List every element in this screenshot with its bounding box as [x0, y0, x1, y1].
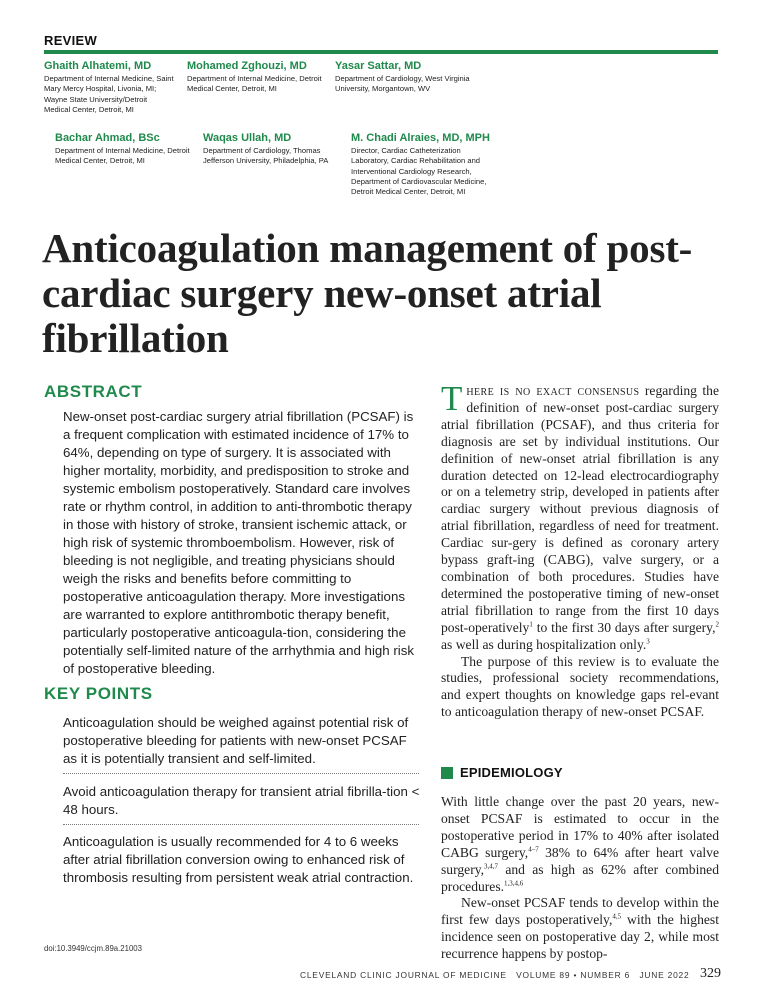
- body-paragraph: The purpose of this review is to evaluate the studies, professional society recommendations, and expert thoughts on knowledge gaps rel-evant to anticoagulation therapy of new-onset PCSAF.: [441, 653, 719, 720]
- key-point-divider: [63, 773, 419, 774]
- author-affiliation: Department of Cardiology, West Virginia University, Morgantown, WV: [335, 74, 470, 94]
- author-1: [44, 60, 174, 115]
- body-text: New-onset PCSAF tends to develop within the first few days postoperatively,: [441, 895, 719, 928]
- author-affiliation: Department of Internal Medicine, Detroit Medical Center, Detroit, MI: [187, 74, 322, 94]
- issue-date: JUNE 2022: [639, 970, 690, 980]
- author-name: Waqas Ullah, MD: [203, 132, 292, 144]
- journal-name: CLEVELAND CLINIC JOURNAL OF MEDICINE: [300, 970, 507, 980]
- citation: 4–7: [528, 845, 539, 854]
- key-point: Avoid anticoagulation therapy for transient atrial fibrilla-tion < 48 hours.: [63, 784, 420, 817]
- author-name: M. Chadi Alraies, MD, MPH: [351, 132, 490, 144]
- body-epidemiology: [441, 794, 719, 963]
- body-paragraph: [441, 895, 719, 963]
- body-intro: [441, 379, 719, 721]
- author-4: [55, 132, 190, 167]
- citation: 4,5: [612, 912, 622, 921]
- author-name: Mohamed Zghouzi, MD: [187, 60, 307, 72]
- key-point: Anticoagulation is usually recommended for 4 to 6 weeks after atrial fibrillation conversion owing to enhanced risk of thrombosis resulting from persistent weak atrial contraction.: [63, 834, 414, 885]
- body-text: with the highest incidence seen on postoperative day 2, while most recurrence happens by postop-: [441, 912, 719, 962]
- body-text: as well as during hospitalization only.: [441, 636, 647, 652]
- header-rule: [44, 50, 718, 54]
- issue-number: NUMBER 6: [580, 970, 631, 980]
- doi: doi:10.3949/ccjm.89a.21003: [44, 944, 142, 953]
- citation: 1,3,4,6: [504, 879, 524, 887]
- author-affiliation: Department of Internal Medicine, Saint Mary Mercy Hospital, Livonia, MI; Wayne State University/Detroit Medical Center, Detroit, MI: [44, 74, 174, 114]
- drop-cap: T: [441, 379, 463, 418]
- author-3: [335, 60, 475, 95]
- citation: 1: [529, 620, 533, 629]
- page-number: 329: [700, 966, 721, 981]
- abstract-text: New-onset post-cardiac surgery atrial fibrillation (PCSAF) is a frequent complication with estimated incidence of 17% to 64%, depending on type of surgery. It is associated with higher mortality, morbidity, and predisposition to stroke and systemic embolism postoperatively. Standard care involves rate or rhythm control, in addition to anti-thrombotic therapy in those with history of stroke, transient ischemic attack, or high risk of systemic thromboembolism. However, risk of bleeding is not negligible, and treating physicians should weigh the risks and benefits before committing to postoperative anticoagulation therapy. More investigations are warranted to explore antithrombotic therapy benefit, particularly postoperative anticoagula-tion, considering the potentially self-limited nature of the arrhythmia and high risk of postoperative bleeding.: [63, 409, 415, 676]
- author-5: [203, 132, 338, 167]
- author-affiliation: Director, Cardiac Catheterization Laboratory, Cardiac Rehabilitation and Interventional Cardiology Research, Department of Cardiovascular Medicine, Detroit Medical Center, Detroit, MI: [351, 146, 487, 197]
- body-text: 38% to 64% after heart valve surgery,: [441, 844, 719, 877]
- section-marker-icon: [441, 767, 453, 779]
- footer-separator: •: [573, 970, 578, 980]
- citation: 3: [646, 637, 650, 646]
- key-points-heading: KEY POINTS: [44, 684, 153, 703]
- author-2: [187, 60, 322, 95]
- epidemiology-heading-text: EPIDEMIOLOGY: [460, 765, 563, 780]
- author-6: [351, 132, 496, 197]
- volume: VOLUME 89: [516, 970, 571, 980]
- body-paragraph: [441, 794, 719, 895]
- body-text: and as high as 62% after combined procedures.: [441, 861, 719, 894]
- body-text: regarding the definition of new-onset post-cardiac surgery atrial fibrillation (PCSAF), and thus criteria for diagnosis are set by individual institutions. Our definition of new-onset atrial fibrillation is any duration detected on 12-lead electrocardiography or on a telemetry strip, developed in patients after cardiac surgery without previous diagnosis of atrial fibrillation, regardless of need for treatment. Cardiac sur-gery is defined as coronary artery bypass graft-ing (CABG), valve surgery, or a combination of both procedures. Studies have determined the postoperative timing of new-onset atrial fibrillation to range from the first 10 days post-operatively: [441, 383, 719, 635]
- author-name: Ghaith Alhatemi, MD: [44, 60, 152, 72]
- lead-in: here is no exact consensus: [466, 383, 640, 398]
- running-footer: [300, 970, 689, 980]
- author-affiliation: Department of Cardiology, Thomas Jefferson University, Philadelphia, PA: [203, 146, 329, 166]
- key-point: Anticoagulation should be weighed against potential risk of postoperative bleeding for patients with new-onset PCSAF as it is potentially transient and self-limited.: [63, 715, 409, 766]
- citation: 2: [715, 620, 719, 629]
- epidemiology-heading: [441, 765, 563, 780]
- author-name: Yasar Sattar, MD: [335, 60, 422, 72]
- article-title: Anticoagulation management of post-cardiac surgery new-onset atrial fibrillation: [42, 225, 693, 361]
- section-label: REVIEW: [44, 33, 98, 48]
- body-text: With little change over the past 20 years, new-onset PCSAF is estimated to occur in the postoperative period in 17% to 40% after isolated CABG surgery,: [441, 794, 719, 860]
- author-affiliation: Department of Internal Medicine, Detroit Medical Center, Detroit, MI: [55, 146, 190, 166]
- author-name: Bachar Ahmad, BSc: [55, 132, 160, 144]
- body-text: to the first 30 days after surgery,: [532, 619, 716, 635]
- key-point-divider: [63, 824, 419, 825]
- abstract-heading: ABSTRACT: [44, 382, 143, 401]
- citation: 3,4,7: [484, 862, 499, 871]
- body-paragraph: [441, 379, 719, 654]
